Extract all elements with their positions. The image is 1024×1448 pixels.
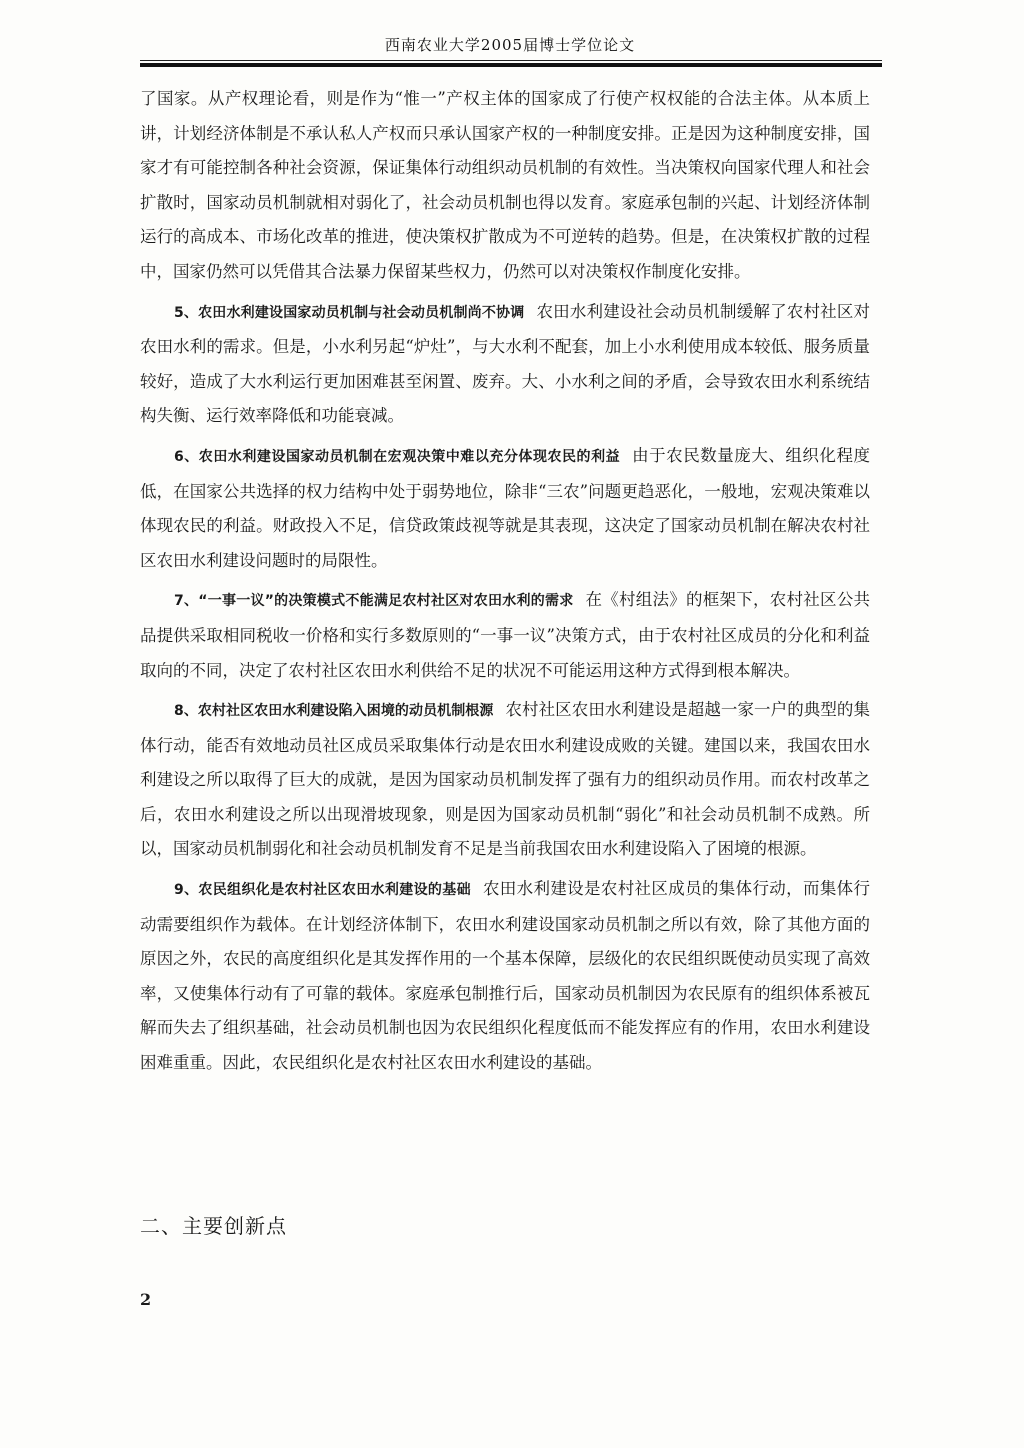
paragraph-text: 农田水利建设是农村社区成员的集体行动，而集体行动需要组织作为载体。在计划经济体制下，农田水利建设国家动员机制之所以有效，除了其他方面的原因之外，农民的高度组织化是其发挥作用的一个基本保障，层级化的农民组织既使动员实现了高效率，又使集体行动有了可靠的载体。家庭承包制推行后，国家动员机制因为农民原有的组织体系被瓦解而失去了组织基础，社会动员机制也因为农民组织化程度低而不能发挥应有的作用，农田水利建设困难重重。因此，农民组织化是农村社区农田水利建设的基础。	[140, 879, 870, 1073]
body-text	[140, 82, 870, 1086]
running-header: 西南农业大学2005届博士学位论文	[384, 36, 636, 54]
paragraph-point-7	[140, 583, 870, 688]
header-rule-thick	[140, 63, 882, 67]
paragraph-point-9	[140, 872, 870, 1081]
page-number: 2	[140, 1290, 152, 1309]
section-heading: 二、主要创新点	[140, 1214, 287, 1238]
paragraph-text: 农田水利建设社会动员机制缓解了农村社区对农田水利的需求。但是，小水利另起“炉灶”，与大水利不配套，加上小水利使用成本较低、服务质量较好，造成了大水利运行更加困难甚至闲置、废弃。大、小水利之间的矛盾，会导致农田水利系统结构失衡、运行效率降低和功能衰减。	[140, 301, 870, 426]
point-heading: 8、农村社区农田水利建设陷入困境的动员机制根源	[174, 703, 494, 720]
point-heading: 7、“一事一议”的决策模式不能满足农村社区对农田水利的需求	[174, 593, 574, 610]
paragraph-text: 了国家。从产权理论看，则是作为“惟一”产权主体的国家成了行使产权权能的合法主体。从本质上讲，计划经济体制是不承认私人产权而只承认国家产权的一种制度安排。正是因为这种制度安排，国家才有可能控制各种社会资源，保证集体行动组织动员机制的有效性。当决策权向国家代理人和社会扩散时，国家动员机制就相对弱化了，社会动员机制也得以发育。家庭承包制的兴起、计划经济体制运行的高成本、市场化改革的推进，使决策权扩散成为不可逆转的趋势。但是，在决策权扩散的过程中，国家仍然可以凭借其合法暴力保留某些权力，仍然可以对决策权作制度化安排。	[140, 89, 870, 281]
point-heading: 6、农田水利建设国家动员机制在宏观决策中难以充分体现农民的利益	[174, 448, 621, 465]
paragraph-text: 在《村组法》的框架下，农村社区公共品提供采取相同税收一价格和实行多数原则的“一事一议”决策方式，由于农村社区成员的分化和利益取向的不同，决定了农村社区农田水利供给不足的状况不可能运用这种方式得到根本解决。	[140, 590, 870, 680]
paragraph-point-8	[140, 693, 870, 867]
paragraph-point-5	[140, 295, 870, 434]
paragraph-continued	[140, 82, 870, 290]
point-heading: 5、农田水利建设国家动员机制与社会动员机制尚不协调	[174, 304, 525, 321]
point-heading: 9、农民组织化是农村社区农田水利建设的基础	[174, 882, 471, 899]
paragraph-point-6	[140, 439, 870, 578]
paragraph-text: 农村社区农田水利建设是超越一家一户的典型的集体行动，能否有效地动员社区成员采取集体行动是农田水利建设成败的关键。建国以来，我国农田水利建设之所以取得了巨大的成就，是因为国家动员机制发挥了强有力的组织动员作用。而农村改革之后，农田水利建设之所以出现滑坡现象，则是因为国家动员机制“弱化”和社会动员机制不成熟。所以，国家动员机制弱化和社会动员机制发育不足是当前我国农田水利建设陷入了困境的根源。	[140, 700, 871, 859]
header-rule-thin	[140, 60, 882, 61]
paragraph-text: 由于农民数量庞大、组织化程度低，在国家公共选择的权力结构中处于弱势地位，除非“三农”问题更趋恶化，一般地，宏观决策难以体现农民的利益。财政投入不足，信贷政策歧视等就是其表现，这决定了国家动员机制在解决农村社区农田水利建设问题时的局限性。	[140, 445, 870, 570]
